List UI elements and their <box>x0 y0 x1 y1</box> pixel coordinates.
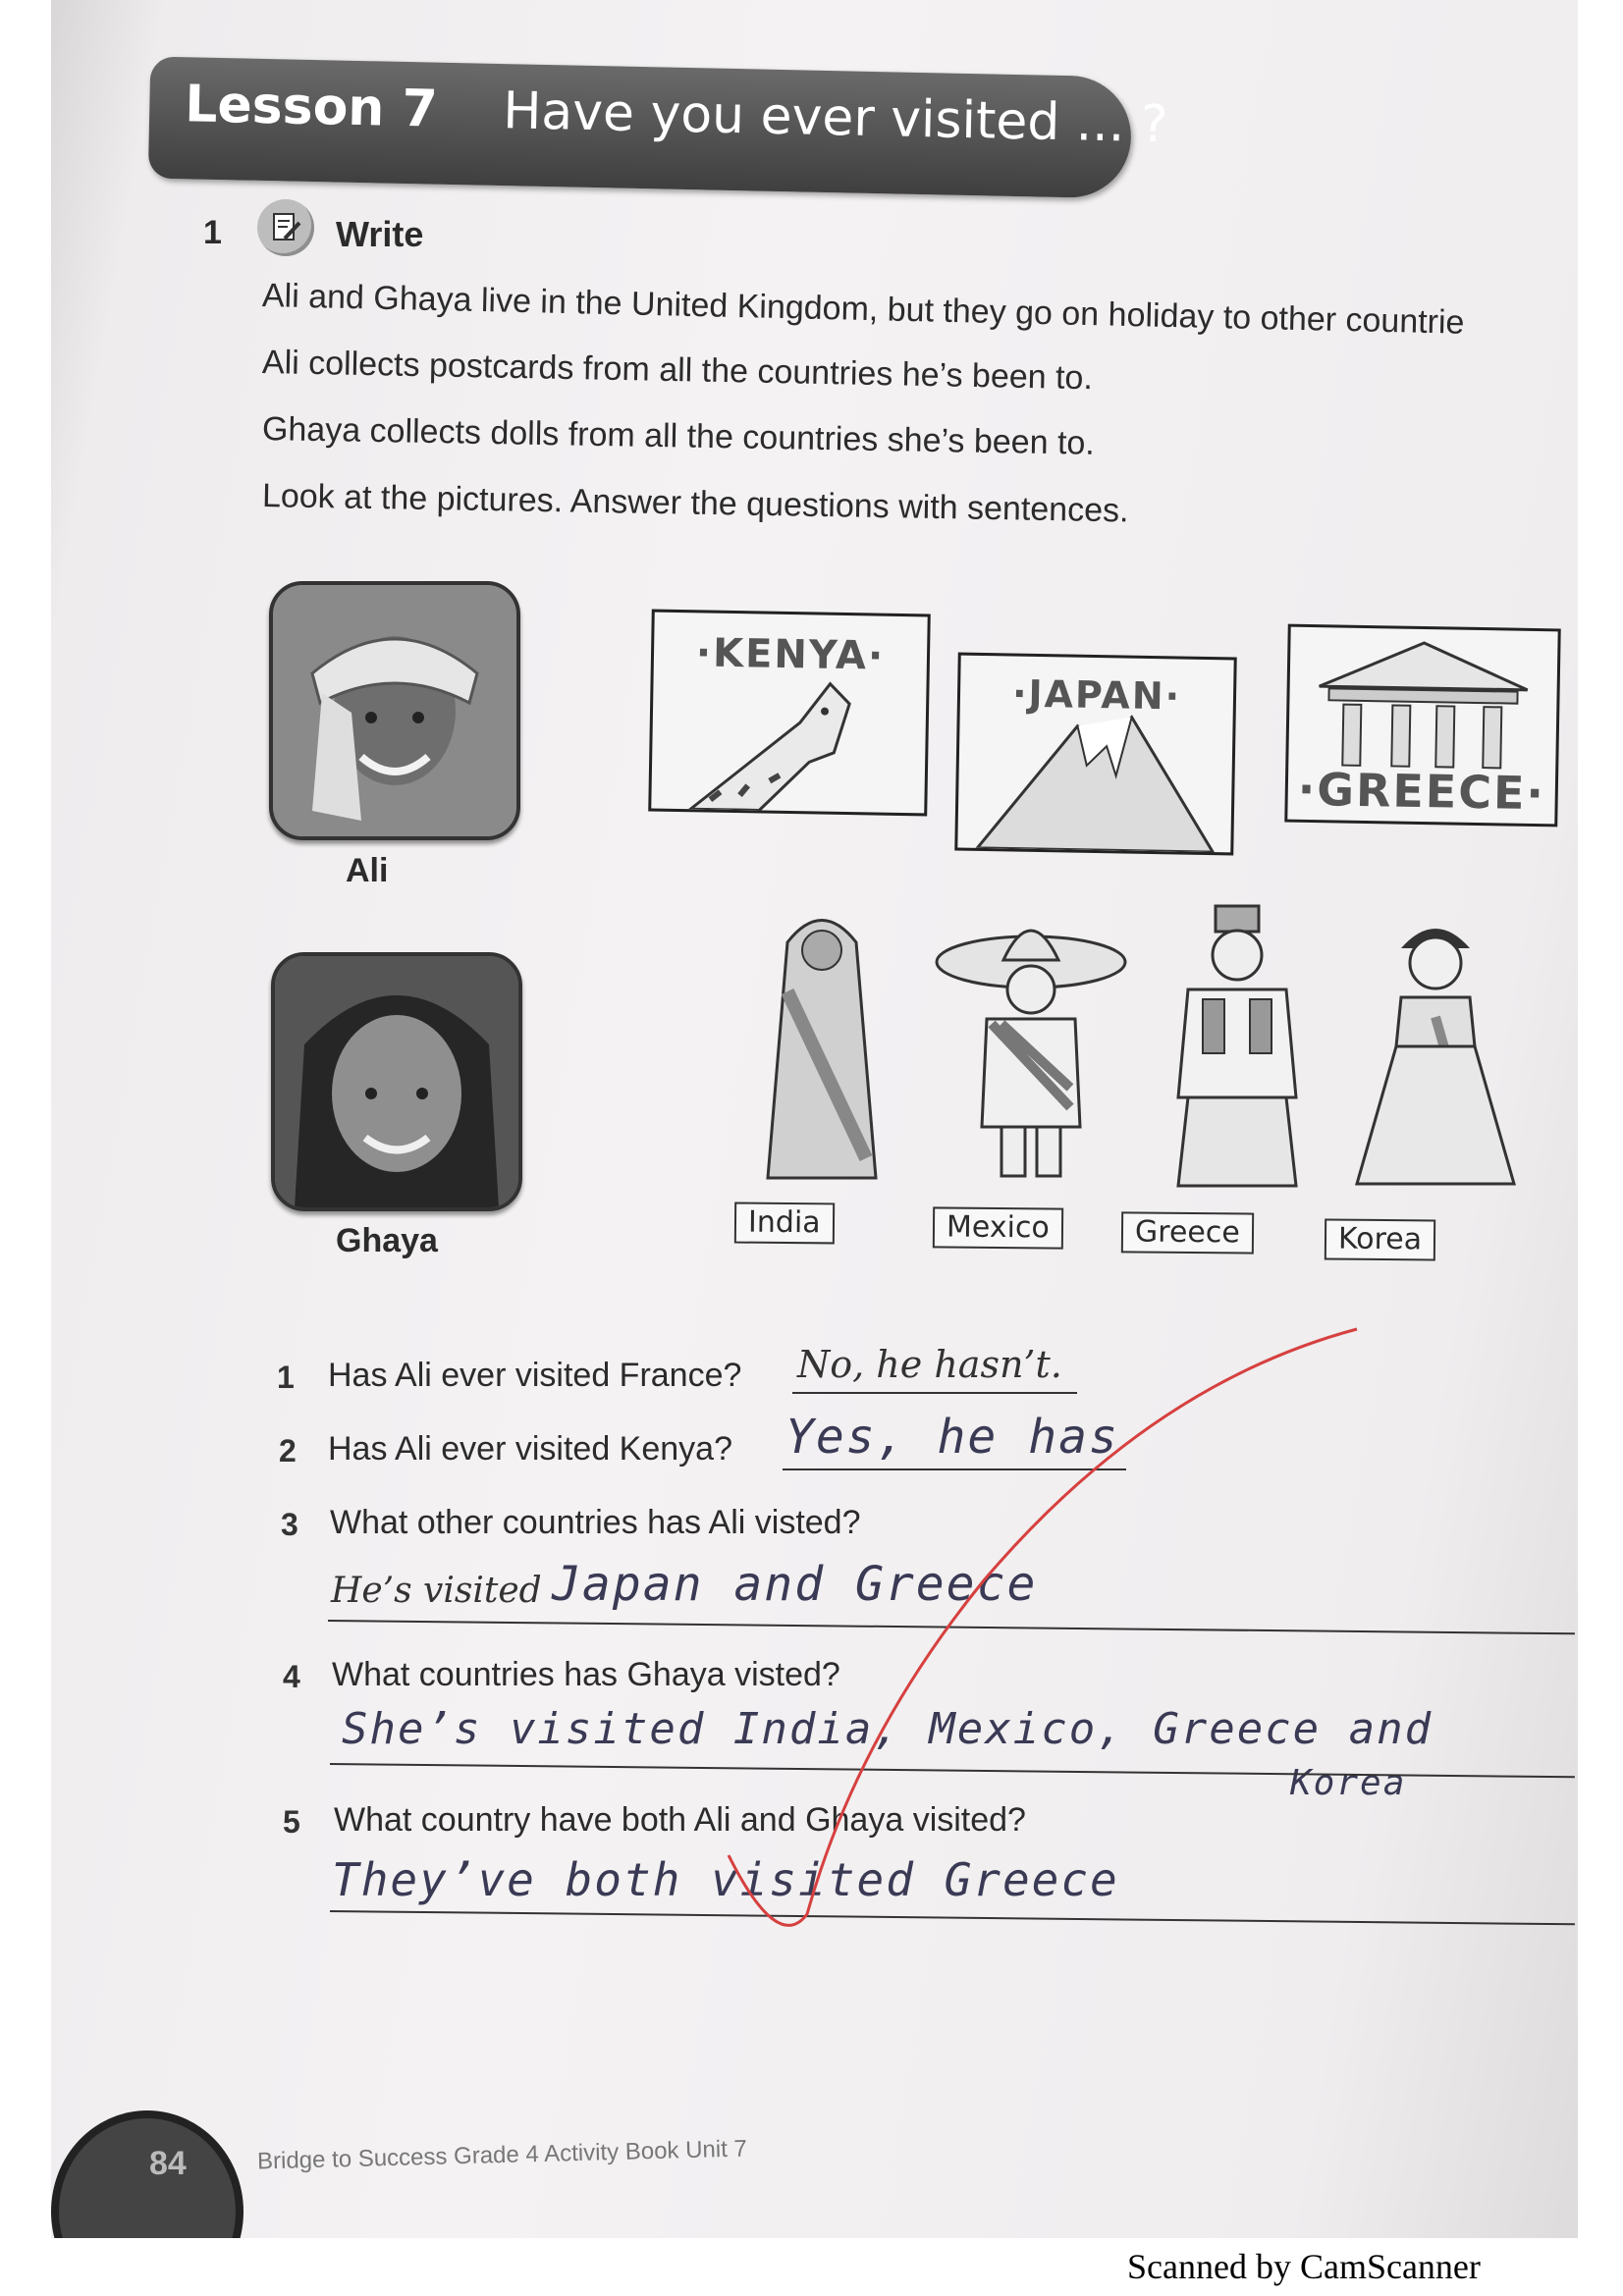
korea-doll <box>1347 909 1524 1203</box>
page-number: 84 <box>149 2145 187 2182</box>
question-number: 4 <box>283 1659 300 1694</box>
kenya-postcard <box>648 610 931 817</box>
greece-doll <box>1149 901 1325 1205</box>
answer-handwritten-continued: Korea <box>1290 1763 1407 1803</box>
question-number: 1 <box>277 1360 295 1395</box>
lesson-number: Lesson 7 <box>184 75 439 139</box>
exercise-number: 1 <box>203 214 222 251</box>
question-text: What other countries has Ali visted? <box>330 1504 861 1541</box>
instruction-line: Ali and Ghaya live in the United Kingdom, but they go on holiday to other countrie <box>261 277 1465 342</box>
page-number-badge <box>51 2110 243 2238</box>
scanner-watermark: Scanned by CamScanner <box>1127 2247 1481 2286</box>
ali-caption: Ali <box>346 852 389 889</box>
lesson-title: Have you ever visited ... ? <box>502 81 1169 155</box>
answer-handwritten: Japan and Greece <box>552 1557 1038 1612</box>
answer-prefilled: No, he hasn’t. <box>797 1343 1062 1386</box>
doll-label: Mexico <box>933 1206 1063 1249</box>
postcard-title: ·GREECE· <box>1297 762 1546 821</box>
answer-handwritten: She’s visited India, Mexico, Greece and <box>342 1704 1434 1754</box>
answer-handwritten: They’ve both visited Greece <box>332 1853 1119 1906</box>
book-title: Bridge to Success Grade 4 Activity Book Unit 7 <box>256 2135 748 2175</box>
pencil-notepad-icon <box>257 199 314 256</box>
answer-handwritten: Yes, he has <box>785 1410 1119 1465</box>
instruction-line: Look at the pictures. Answer the questions with sentences. <box>261 477 1129 530</box>
ghaya-photo <box>271 952 522 1211</box>
doll-label: India <box>734 1202 835 1245</box>
lesson-banner <box>148 57 1169 199</box>
ghaya-caption: Ghaya <box>336 1222 438 1259</box>
instruction-line: Ali collects postcards from all the countries he’s been to. <box>261 344 1094 398</box>
activity-book-page <box>51 0 1578 2238</box>
question-number: 2 <box>279 1433 297 1468</box>
question-number: 5 <box>283 1804 300 1840</box>
doll-label: Greece <box>1121 1211 1254 1254</box>
postcard-title: ·JAPAN· <box>1011 671 1182 719</box>
greece-postcard <box>1284 624 1560 828</box>
mexico-doll <box>933 901 1129 1196</box>
instruction-line: Ghaya collects dolls from all the countries she’s been to. <box>261 410 1096 462</box>
question-text: What countries has Ghaya visted? <box>332 1656 840 1693</box>
india-doll <box>729 903 915 1198</box>
question-number: 3 <box>281 1507 298 1542</box>
question-text: What country have both Ali and Ghaya visited? <box>334 1801 1026 1839</box>
exercise-label: Write <box>336 214 424 254</box>
question-text: Has Ali ever visited France? <box>328 1357 742 1394</box>
doll-label: Korea <box>1325 1219 1435 1261</box>
postcard-title: ·KENYA· <box>695 630 886 679</box>
japan-postcard <box>954 653 1236 856</box>
ali-photo <box>269 581 520 840</box>
red-check-mark <box>660 1325 1367 1963</box>
question-text: Has Ali ever visited Kenya? <box>328 1430 732 1468</box>
answer-prefilled: He’s visited <box>331 1571 542 1611</box>
